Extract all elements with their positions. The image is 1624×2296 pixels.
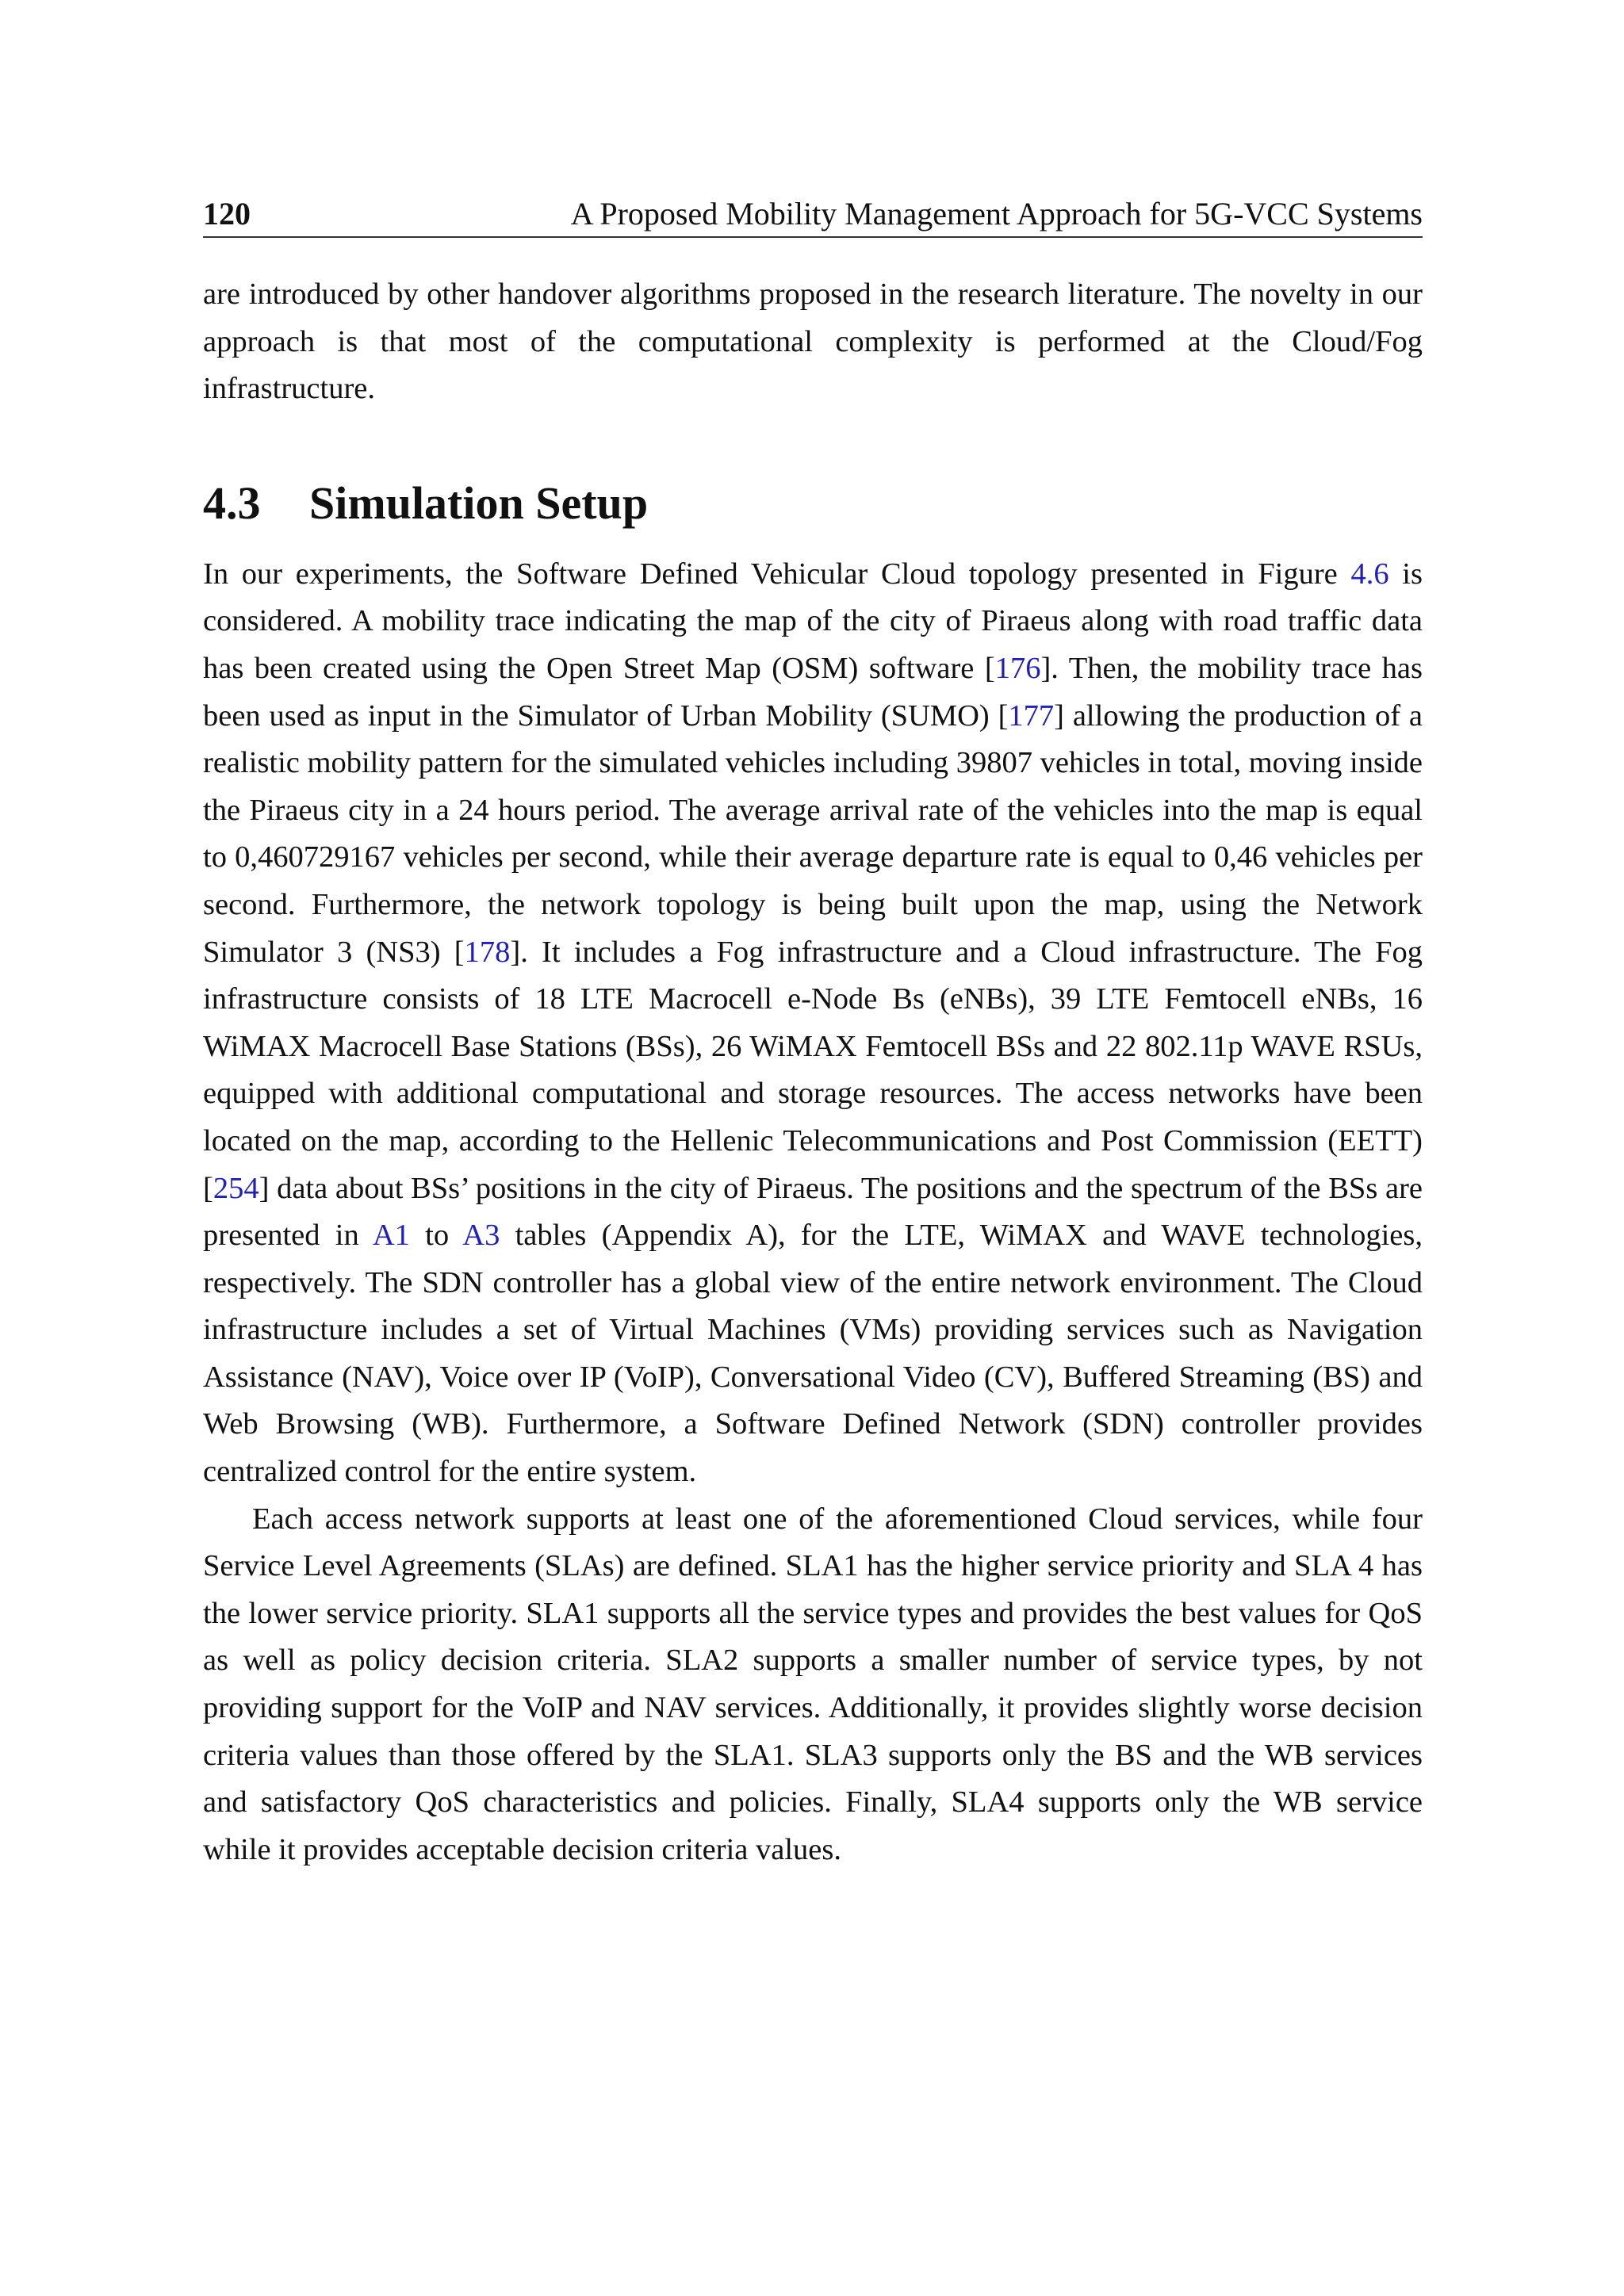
paragraph-text: is considered. A mobility trace indicating the map of the city of Piraeus along with road traffic data has been created using the Open Street Map (OSM) software [: [203, 557, 1423, 685]
running-head: [203, 195, 1423, 238]
table-reference-link-a1[interactable]: A1: [372, 1219, 410, 1253]
page-number: 120: [203, 196, 251, 232]
paragraph-text: In our experiments, the Software Defined Vehicular Cloud topology presented in Figure: [203, 557, 1351, 591]
paragraph-text: ] allowing the production of a realistic mobility pattern for the simulated vehicles including 39807 vehicles in total, moving inside the Piraeus city in a 24 hours period. The average arrival rate of the vehicles into the map is equal to 0,460729167 vehicles per second, while their average departure rate is equal to 0,46 vehicles per second. Furthermore, the network topology is being built upon the map, using the Network Simulator 3 (NS3) [: [203, 698, 1423, 969]
paragraph-text: tables (Appendix A), for the LTE, WiMAX and WAVE technologies, respectively. The SDN controller has a global view of the entire network environment. The Cloud infrastructure includes a set of Virtual Machines (VMs) providing services such as Navigation Assistance (NAV), Voice over IP (VoIP), Conversational Video (CV), Buffered Streaming (BS) and Web Browsing (WB). Furthermore, a Software Defined Network (SDN) controller provides centralized control for the entire system.: [203, 1219, 1423, 1489]
citation-link-177[interactable]: 177: [1008, 698, 1055, 733]
paragraph-text: ]. Then, the mobility trace has been used as input in the Simulator of Urban Mobility (SUMO) [: [203, 651, 1423, 733]
section-title: Simulation Setup: [309, 476, 649, 529]
paragraph-text: ] data about BSs’ positions in the city of Piraeus. The positions and the spectrum of the BSs are presented in: [203, 1171, 1423, 1253]
paragraph-text: to: [409, 1219, 463, 1253]
citation-link-176[interactable]: 176: [994, 651, 1041, 685]
citation-link-178[interactable]: 178: [464, 935, 511, 969]
paragraph-simulation-topology: [203, 551, 1423, 1496]
table-reference-link-a3[interactable]: A3: [462, 1219, 500, 1253]
section-number: 4.3: [203, 476, 261, 529]
intro-paragraph: are introduced by other handover algorithms proposed in the research literature. The novelty in our approach is that most of the computational complexity is performed at the Cloud/Fog infrastructure.: [203, 277, 1423, 406]
paragraph-sla-description: Each access network supports at least one of the aforementioned Cloud services, while four Service Level Agreements (SLAs) are defined. SLA1 has the higher service priority and SLA 4 has the lower service priority. SLA1 supports all the service types and provides the best values for QoS as well as policy decision criteria. SLA2 supports a smaller number of service types, by not providing support for the VoIP and NAV services. Additionally, it provides slightly worse decision criteria values than those offered by the SLA1. SLA3 supports only the BS and the WB services and satisfactory QoS characteristics and policies. Finally, SLA4 supports only the WB service while it provides acceptable decision criteria values.: [203, 1502, 1423, 1866]
running-title: A Proposed Mobility Management Approach for 5G-VCC Systems: [570, 196, 1423, 232]
section-heading: [203, 472, 1423, 535]
page: [203, 195, 1423, 1873]
paragraph-text: ]. It includes a Fog infrastructure and a Cloud infrastructure. The Fog infrastructure consists of 18 LTE Macrocell e-Node Bs (eNBs), 39 LTE Femtocell eNBs, 16 WiMAX Macrocell Base Stations (BSs), 26 WiMAX Femtocell BSs and 22 802.11p WAVE RSUs, equipped with additional computational and storage resources. The access networks have been located on the map, according to the Hellenic Telecommunications and Post Commission (EETT) [: [203, 935, 1423, 1205]
citation-link-254[interactable]: 254: [213, 1171, 259, 1205]
figure-reference-link[interactable]: 4.6: [1350, 557, 1389, 591]
